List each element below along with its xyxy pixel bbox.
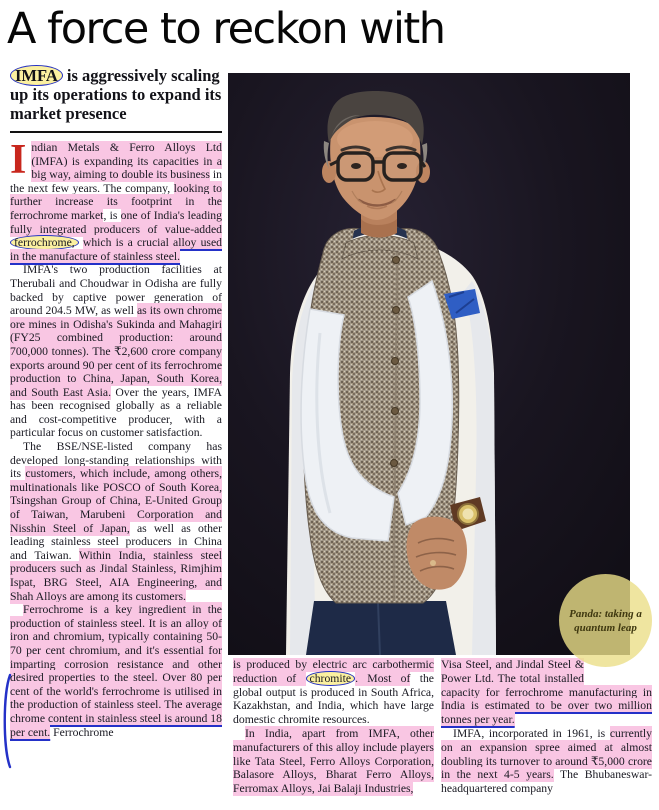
- paragraph: [10, 263, 222, 440]
- standfirst: [10, 66, 222, 123]
- portrait-photo: [228, 73, 630, 655]
- drop-cap: I: [10, 141, 27, 183]
- highlighted-text: one of India's leading fully integrated producers of value-added: [10, 208, 222, 236]
- highlighted-text: Ferrochrome is a key ingredient in the production of stainless steel. It is an alloy of iron and chromium, typically containing 50-70 per cent chromium, and it's essential for imparting corrosion resistance and other desired properties to the steel.: [10, 603, 222, 685]
- text-run: Ferrochrome: [50, 725, 114, 739]
- paragraph: [10, 440, 222, 603]
- portrait-graphic: [228, 73, 630, 655]
- highlighted-text: of its ferrochrome production to China, Japan, South Korea, and South East Asia.: [10, 358, 222, 399]
- circled-term: chromite: [306, 671, 356, 686]
- highlighted-text: Visa Steel, and Jindal Steel & Power Ltd. The: [441, 658, 584, 685]
- paragraph: [441, 727, 652, 796]
- photo-caption-text: Panda: taking a quantum leap: [569, 607, 642, 634]
- text-run: , is: [103, 208, 121, 222]
- divider-rule: [10, 131, 222, 133]
- highlighted-text: currently on an expansion spree aimed at almost doubling its turnover to around ₹5,000 crore in the next 4-5 years.: [441, 726, 652, 782]
- highlighted-text: is produced by electric arc carbothermic reduction of: [233, 658, 434, 685]
- paragraph: [10, 603, 222, 739]
- underlined-highlight: which is a crucial alloy used in the manufacture of stainless steel.: [10, 236, 222, 263]
- text-run: Over the years, IMFA has been recognised globally as a reliable and cost-competitive producer, with a particular focus on customer satisfaction.: [10, 385, 222, 440]
- article-column-left: [10, 141, 222, 810]
- highlighted-text: . The: [158, 698, 186, 712]
- text-run: The BSE/NSE-listed company has developed long-standing relationships with its: [10, 440, 222, 481]
- highlighted-text: ndian Metals & Ferro Alloys Ltd (IMFA) is expanding its capacities in a big way, aiming to double its business: [31, 141, 222, 182]
- text-run: The Bhubaneswar-headquartered company: [441, 768, 652, 796]
- page-title: A force to reckon with: [7, 4, 445, 54]
- text-run: as well as other leading stainless steel producers in China and Taiwan.: [10, 521, 222, 562]
- highlighted-text: . Most of: [355, 671, 411, 685]
- underlined-highlight: Over 80 per cent of the world's ferrochrome is utilised in the production of stainless steel: [10, 671, 222, 712]
- text-run: the global output is produced in South Africa, Kazakhstan, and India, which have large domestic chromite resources.: [233, 671, 434, 727]
- paragraph: [10, 66, 222, 123]
- underlined-highlight: ₹2,600 crore company exports around 90 per cent: [10, 344, 222, 372]
- text-run: IMFA's two production facilities at Therubali and Choudwar in Odisha are fully backed by captive power generation of around 204.5 MW, as well: [10, 263, 222, 318]
- paragraph: [233, 727, 434, 796]
- highlighted-text: as its own chrome ore mines in Odisha's Sukinda and Mahagiri (FY25 combined production: around 700,000 tonnes). The: [10, 304, 222, 358]
- underlined-highlight: total installed capacity for ferrochrome manufacturing in India is estimated to be over two million tonnes per year.: [441, 671, 652, 727]
- circled-term: IMFA: [10, 65, 63, 86]
- highlighted-text: customers, which include, among others, multinationals like POSCO of South Korea, Tsingshan Group of China, E-United Group of Taiwan, Marubeni Corporation and Nisshin Steel of Japan,: [10, 467, 222, 535]
- text-run: IMFA, incorporated in 1961, is: [453, 726, 610, 740]
- text-run: in the next few years. The company,: [10, 168, 222, 195]
- highlighted-text: looking to further increase its footprint in the ferrochrome market: [10, 181, 222, 222]
- paragraph: [233, 658, 434, 727]
- article-column-right: [441, 658, 652, 808]
- left-column: [10, 66, 222, 810]
- text-run: is aggressively scaling up its operations to expand its market presence: [10, 66, 222, 123]
- circled-term: ferrochrome,: [10, 235, 79, 250]
- article-column-middle: [233, 658, 434, 808]
- highlighted-text: Within India, stainless steel producers such as Jindal Stainless, Rimjhim Ispat, BRG Steel, AIA Engineering, and Shah Alloys are among its customers.: [10, 548, 222, 603]
- photo-caption-badge: [559, 574, 652, 667]
- paragraph: [10, 141, 222, 263]
- highlighted-text: In India, apart from IMFA, other manufacturers of this alloy include players like Tata Steel, Ferro Alloys Corporation, Balasore Alloys, Bharat Ferro Alloys, Ferromax Alloys, Jai Balaji Industries,: [233, 726, 434, 796]
- underlined-highlight: average chrome content in stainless steel is around 18 per cent.: [10, 698, 222, 739]
- margin-bracket-annotation: [1, 672, 12, 770]
